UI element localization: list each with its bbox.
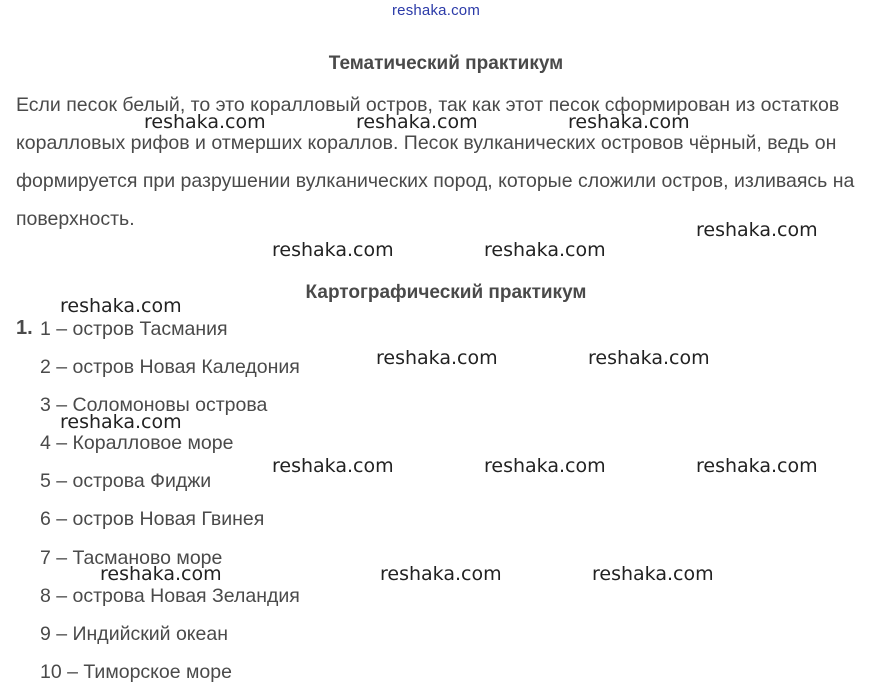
watermark: reshaka.com xyxy=(592,563,714,585)
list-item: 2 – остров Новая Каледония xyxy=(40,356,300,379)
watermark: reshaka.com xyxy=(484,455,606,477)
list-item: 6 – остров Новая Гвинея xyxy=(40,508,265,531)
watermark: reshaka.com xyxy=(568,111,690,133)
list-item: 5 – острова Фиджи xyxy=(40,470,212,493)
list-item: 9 – Индийский океан xyxy=(40,622,229,645)
watermark: reshaka.com xyxy=(144,111,266,133)
watermark: reshaka.com xyxy=(380,563,502,585)
list-item: 1 – остров Тасмания xyxy=(40,318,228,340)
watermark: reshaka.com xyxy=(60,295,182,317)
watermark: reshaka.com xyxy=(272,455,394,477)
answer-paragraph: Если песок белый, то это коралловый остров, так как этот песок сформирован из остатков коралловых рифов и отмерших кораллов. Песок вулканических островов чёрный, ведь он формируется при разрушении вулканических пород, которые сложили остров, изливаясь на поверхность. xyxy=(16,94,855,230)
list-item: 7 – Тасманово море xyxy=(40,546,223,569)
answer-list xyxy=(40,315,300,696)
site-url[interactable]: reshaka.com xyxy=(391,2,481,19)
list-item: 4 – Коралловое море xyxy=(40,432,234,455)
watermark: reshaka.com xyxy=(272,239,394,261)
list-item: 10 – Тиморское море xyxy=(40,660,232,683)
watermark: reshaka.com xyxy=(356,111,478,133)
watermark: reshaka.com xyxy=(696,455,818,477)
watermark: reshaka.com xyxy=(484,239,606,261)
watermark: reshaka.com xyxy=(100,563,222,585)
section-title-cartographic: Картографический практикум xyxy=(305,282,587,303)
list-item: 3 – Соломоновы острова xyxy=(40,394,268,417)
watermark: reshaka.com xyxy=(588,347,710,369)
section-title-thematic: Тематический практикум xyxy=(328,53,564,74)
watermark: reshaka.com xyxy=(696,219,818,241)
watermark: reshaka.com xyxy=(376,347,498,369)
watermark: reshaka.com xyxy=(60,411,182,433)
task-number: 1. xyxy=(16,317,33,339)
list-item: 8 – острова Новая Зеландия xyxy=(40,584,300,607)
